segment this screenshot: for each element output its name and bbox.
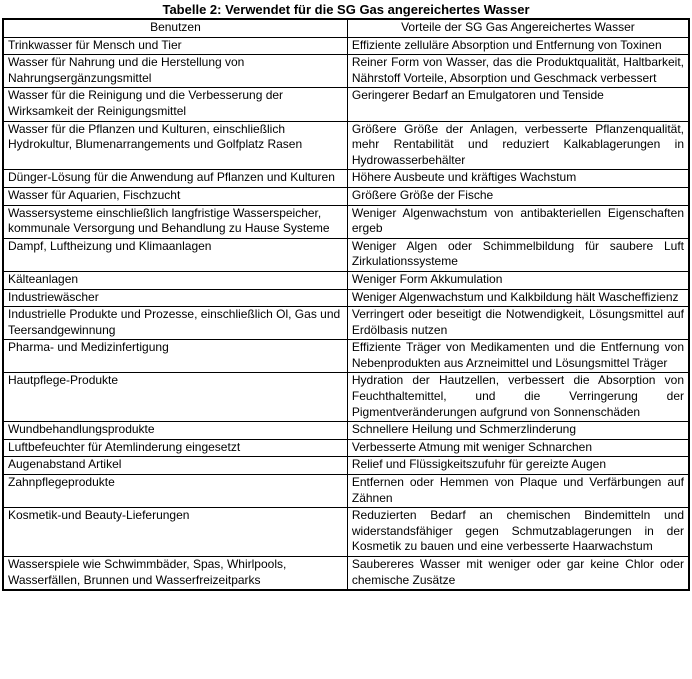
benefit-cell: Weniger Algen oder Schimmelbildung für saubere Luft Zirkulationssysteme xyxy=(347,238,689,271)
benefit-cell: Größere Größe der Anlagen, verbesserte Pflanzenqualität, mehr Rentabilität und reduziert Kalkablagerungen in Hydrowasserbehälter xyxy=(347,121,689,170)
table-row xyxy=(3,88,689,121)
table-title: Tabelle 2: Verwendet für die SG Gas angereichertes Wasser xyxy=(162,2,530,17)
use-cell: Trinkwasser für Mensch und Tier xyxy=(3,37,347,55)
table-row xyxy=(3,457,689,475)
use-cell: Dünger-Lösung für die Anwendung auf Pflanzen und Kulturen xyxy=(3,170,347,188)
benefit-cell: Hydration der Hautzellen, verbessert die Absorption von Feuchthaltemittel, und die Verringerung der Pigmentveränderungen aufgrund von Sonnenschäden xyxy=(347,373,689,422)
benefit-cell: Reduzierten Bedarf an chemischen Bindemitteln und widerstandsfähiger gegen Schmutzablagerungen in der Kosmetik zu bauen und eine verbesserte Haarwachstum xyxy=(347,508,689,557)
table-row xyxy=(3,55,689,88)
use-cell: Wasser für die Pflanzen und Kulturen, einschließlich Hydrokultur, Blumenarrangements und Golfplatz Rasen xyxy=(3,121,347,170)
benefit-cell: Verringert oder beseitigt die Notwendigkeit, Lösungsmittel auf Erdölbasis nutzen xyxy=(347,307,689,340)
use-cell: Dampf, Luftheizung und Klimaanlagen xyxy=(3,238,347,271)
column-header-benutzen: Benutzen xyxy=(3,19,347,37)
table-row xyxy=(3,475,689,508)
table-row xyxy=(3,187,689,205)
use-cell: Industrielle Produkte und Prozesse, einschließlich Ol, Gas und Teersandgewinnung xyxy=(3,307,347,340)
benefit-cell: Entfernen oder Hemmen von Plaque und Verfärbungen auf Zähnen xyxy=(347,475,689,508)
benefit-cell: Schnellere Heilung und Schmerzlinderung xyxy=(347,422,689,440)
use-cell: Zahnpflegeprodukte xyxy=(3,475,347,508)
benefit-cell: Reiner Form von Wasser, das die Produktqualität, Haltbarkeit, Nährstoff Vorteile, Absorption und Geschmack verbessert xyxy=(347,55,689,88)
table-row xyxy=(3,373,689,422)
table-row xyxy=(3,289,689,307)
benefit-cell: Größere Größe der Fische xyxy=(347,187,689,205)
use-cell: Wasser für Nahrung und die Herstellung von Nahrungsergänzungsmittel xyxy=(3,55,347,88)
benefit-cell: Relief und Flüssigkeitszufuhr für gereizte Augen xyxy=(347,457,689,475)
benefit-cell: Höhere Ausbeute und kräftiges Wachstum xyxy=(347,170,689,188)
benefit-cell: Geringerer Bedarf an Emulgatoren und Tenside xyxy=(347,88,689,121)
benefit-cell: Verbesserte Atmung mit weniger Schnarchen xyxy=(347,439,689,457)
table-row xyxy=(3,307,689,340)
use-cell: Luftbefeuchter für Atemlinderung eingesetzt xyxy=(3,439,347,457)
table-row xyxy=(3,439,689,457)
table-row xyxy=(3,170,689,188)
use-cell: Industriewäscher xyxy=(3,289,347,307)
use-cell: Pharma- und Medizinfertigung xyxy=(3,340,347,373)
benefit-cell: Weniger Algenwachstum von antibakteriellen Eigenschaften ergeb xyxy=(347,205,689,238)
benefit-cell: Effiziente zelluläre Absorption und Entfernung von Toxinen xyxy=(347,37,689,55)
use-cell: Wasser für die Reinigung und die Verbesserung der Wirksamkeit der Reinigungsmittel xyxy=(3,88,347,121)
benefit-cell: Weniger Form Akkumulation xyxy=(347,271,689,289)
column-header-vorteile: Vorteile der SG Gas Angereichertes Wasser xyxy=(347,19,689,37)
benefit-cell: Saubereres Wasser mit weniger oder gar keine Chlor oder chemische Zusätze xyxy=(347,557,689,591)
use-cell: Kälteanlagen xyxy=(3,271,347,289)
table-row xyxy=(3,422,689,440)
benefit-cell: Effiziente Träger von Medikamenten und die Entfernung von Nebenprodukten aus Arzneimittel und Lösungsmittel Träger xyxy=(347,340,689,373)
table-row xyxy=(3,340,689,373)
table-row xyxy=(3,205,689,238)
table-row xyxy=(3,238,689,271)
uses-benefits-table xyxy=(2,18,690,591)
table-row xyxy=(3,121,689,170)
table-row xyxy=(3,557,689,591)
benefit-cell: Weniger Algenwachstum und Kalkbildung hält Wascheffizienz xyxy=(347,289,689,307)
table-row xyxy=(3,508,689,557)
use-cell: Wasserspiele wie Schwimmbäder, Spas, Whirlpools, Wasserfällen, Brunnen und Wasserfreizeitparks xyxy=(3,557,347,591)
table-row xyxy=(3,271,689,289)
table-header-row xyxy=(3,19,689,37)
table-row xyxy=(3,37,689,55)
use-cell: Kosmetik-und Beauty-Lieferungen xyxy=(3,508,347,557)
use-cell: Augenabstand Artikel xyxy=(3,457,347,475)
use-cell: Wasser für Aquarien, Fischzucht xyxy=(3,187,347,205)
table-body xyxy=(3,37,689,590)
use-cell: Wundbehandlungsprodukte xyxy=(3,422,347,440)
use-cell: Wassersysteme einschließlich langfristige Wasserspeicher, kommunale Versorgung und Behandlung zu Hause Systeme xyxy=(3,205,347,238)
use-cell: Hautpflege-Produkte xyxy=(3,373,347,422)
